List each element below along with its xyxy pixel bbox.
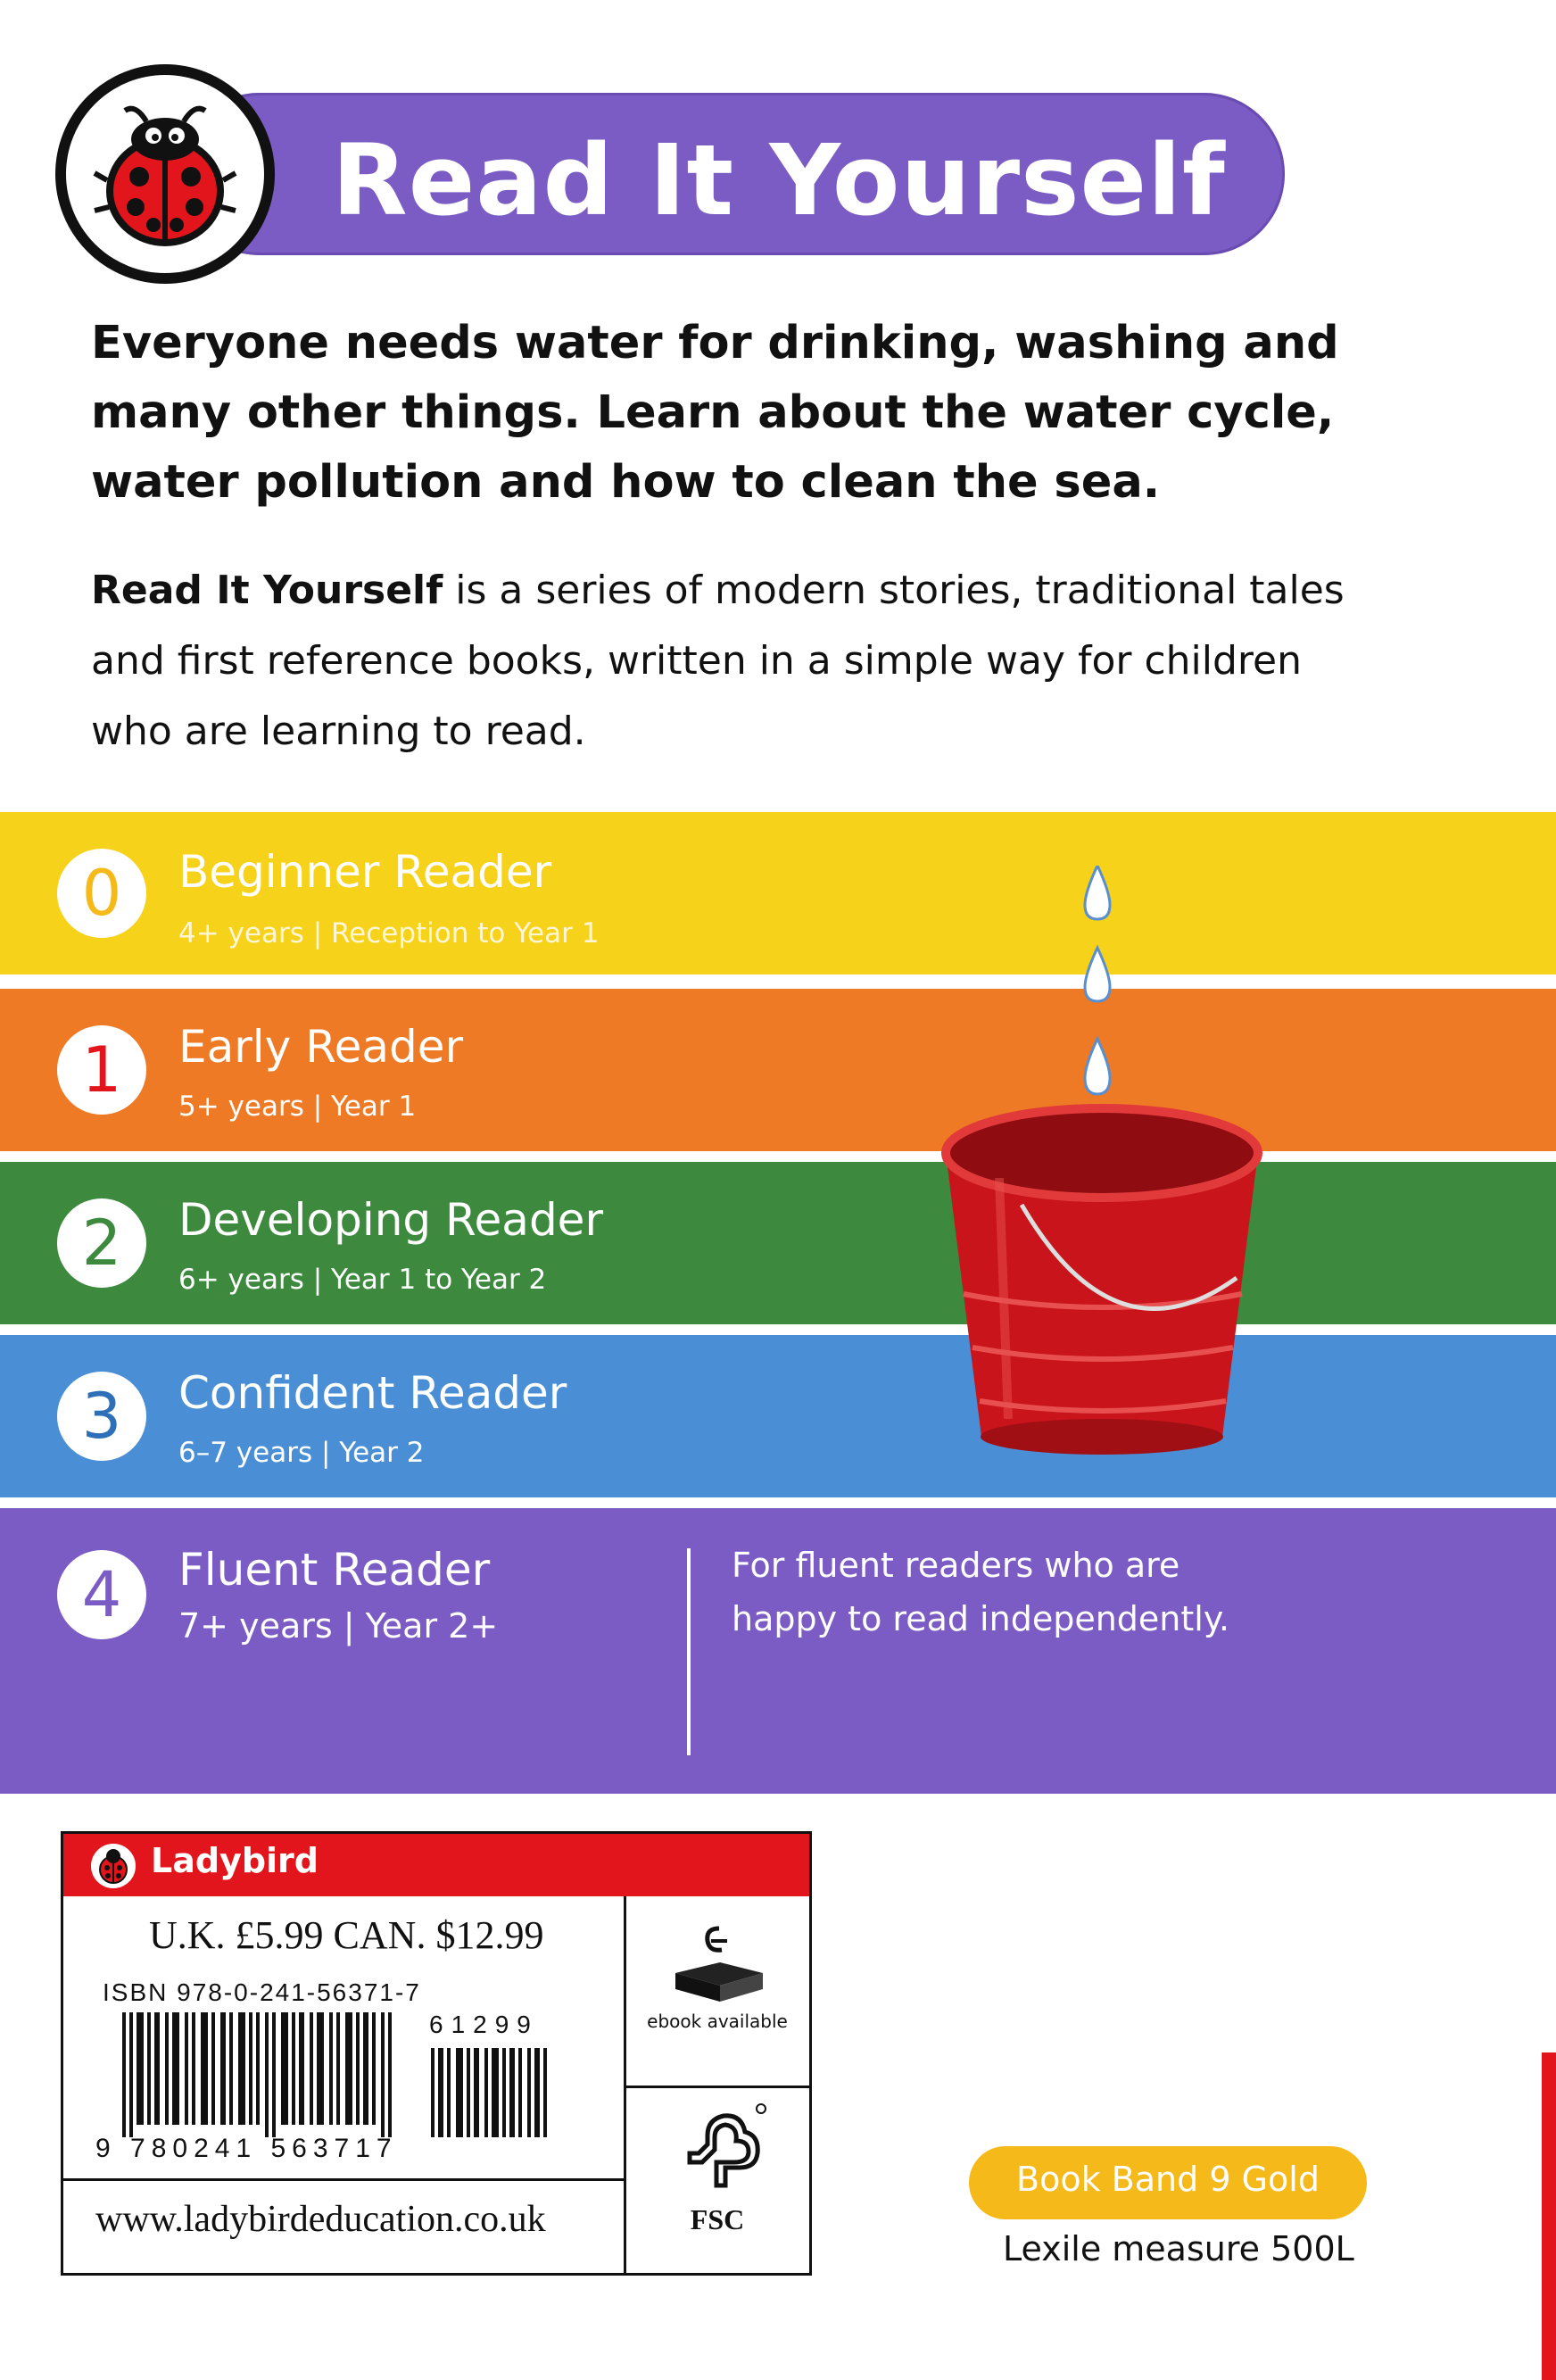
level-ages-1: 5+ years | Year 1 <box>178 1090 417 1123</box>
series-name-bold: Read It Yourself <box>91 568 443 613</box>
fsc-tree-icon <box>672 2100 770 2198</box>
level-number-4: 4 <box>57 1550 146 1639</box>
ladybird-small-icon <box>90 1843 137 1889</box>
level-number-0: 0 <box>57 849 146 938</box>
publisher-name: Ladybird <box>151 1841 319 1880</box>
book-icon <box>670 1923 768 2012</box>
level-name-2: Developing Reader <box>178 1194 604 1246</box>
ladybird-logo-icon <box>82 91 248 257</box>
level-name-4: Fluent Reader <box>178 1544 491 1596</box>
barcode-addon-digits: 61299 <box>429 2011 539 2038</box>
level-name-0: Beginner Reader <box>178 846 552 898</box>
water-drop-icon <box>1085 866 1110 1094</box>
level-number-3: 3 <box>57 1372 146 1461</box>
website: www.ladybirdeducation.co.uk <box>95 2199 546 2240</box>
level-ages-2: 6+ years | Year 1 to Year 2 <box>178 1264 547 1296</box>
price: U.K. £5.99 CAN. $12.99 <box>149 1913 544 1957</box>
series-title: Read It Yourself <box>332 123 1226 237</box>
spine-edge <box>1542 2052 1556 2380</box>
panel-divider <box>63 2178 624 2181</box>
band-divider <box>687 1548 691 1755</box>
ladybird-logo <box>55 64 275 284</box>
isbn: ISBN 978-0-241-56371-7 <box>103 1978 421 2006</box>
series-description-text: is a series of modern stories, traditional tales and first reference books, written in a simple way for children who are learning to read. <box>91 568 1345 754</box>
level-ages-0: 4+ years | Reception to Year 1 <box>178 917 600 950</box>
barcode <box>122 2012 622 2137</box>
level-name-1: Early Reader <box>178 1021 464 1073</box>
fluent-reader-description: For fluent readers who are happy to read independently. <box>732 1546 1229 1638</box>
level-ages-3: 6–7 years | Year 2 <box>178 1437 425 1469</box>
red-bucket-icon <box>928 866 1285 1455</box>
ebook-available-label: ebook available <box>647 2011 788 2032</box>
level-number-2: 2 <box>57 1198 146 1288</box>
panel-divider <box>624 2086 809 2088</box>
fsc-label: FSC <box>690 2203 745 2235</box>
barcode-digits: 9 780241 563717 <box>95 2134 398 2163</box>
level-ages-4: 7+ years | Year 2+ <box>178 1606 499 1646</box>
level-name-3: Confident Reader <box>178 1367 567 1419</box>
book-band-label: Book Band 9 Gold <box>1016 2160 1320 2199</box>
level-number-1: 1 <box>57 1025 146 1115</box>
lexile-measure: Lexile measure 500L <box>1003 2229 1354 2268</box>
book-blurb: Everyone needs water for drinking, washing and many other things. Learn about the water cycle, water pollution and how to clean the sea. <box>91 317 1339 509</box>
price-barcode-panel <box>61 1831 812 2276</box>
series-description <box>91 555 1367 767</box>
